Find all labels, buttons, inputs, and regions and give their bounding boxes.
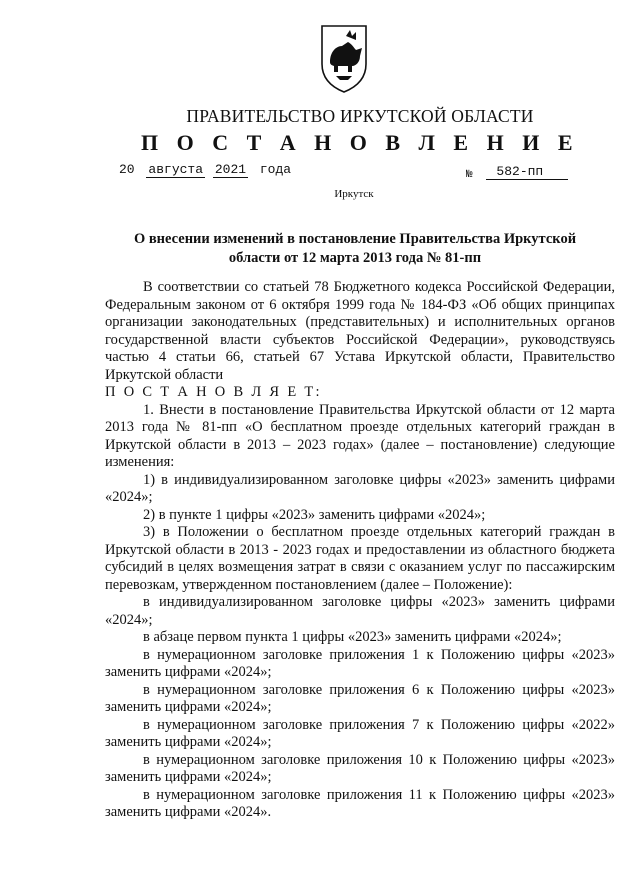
- document-body: [105, 279, 615, 822]
- resolve-word: П О С Т А Н О В Л Я Е Т:: [105, 384, 322, 400]
- number-value: 582-пп: [486, 164, 568, 180]
- date-month: августа: [148, 162, 204, 177]
- bullet-7-paragraph: в нумерационном заголовке приложения 11 к Положению цифры «2023» заменить цифрами «2024».: [105, 786, 615, 820]
- decree-date: [119, 162, 291, 177]
- decree-number: [466, 164, 568, 181]
- date-day: 20: [119, 162, 135, 177]
- bullet-2-paragraph: в абзаце первом пункта 1 цифры «2023» заменить цифрами «2024»;: [143, 629, 562, 645]
- heading-line-1: О внесении изменений в постановление Правительства Иркутской: [133, 231, 577, 247]
- city-name: Иркутск: [334, 188, 374, 200]
- date-word: года: [259, 162, 292, 177]
- bullet-4-paragraph: в нумерационном заголовке приложения 6 к Положению цифры «2023» заменить цифрами «2024»;: [105, 681, 615, 715]
- government-title: ПРАВИТЕЛЬСТВО ИРКУТСКОЙ ОБЛАСТИ: [186, 106, 534, 126]
- preamble-paragraph: В соответствии со статьей 78 Бюджетного кодекса Российской Федерации, Федеральным законом от 6 октября 1999 года № 184-ФЗ «Об общих принципах организации законодательных (представительных) и исполнительных органов государственной власти субъектов Российской Федерации», руководствуясь частью 4 статьи 66, статьей 67 Устава Иркутской области, Правительство Иркутской области: [105, 279, 615, 383]
- bullet-5-paragraph: в нумерационном заголовке приложения 7 к Положению цифры «2022» заменить цифрами «2024»;: [105, 716, 615, 750]
- number-sign: №: [466, 169, 473, 181]
- document-heading: [105, 230, 605, 268]
- coat-of-arms-icon: [318, 22, 370, 94]
- bullet-3-paragraph: в нумерационном заголовке приложения 1 к Положению цифры «2023» заменить цифрами «2024»;: [105, 646, 615, 680]
- bullet-6-paragraph: в нумерационном заголовке приложения 10 к Положению цифры «2023» заменить цифрами «2024»;: [105, 751, 615, 785]
- item-1-paragraph: 1. Внести в постановление Правительства Иркутской области от 12 марта 2013 года № 81-пп «О бесплатном проезде отдельных категорий граждан в Иркутской области в 2013 – 2023 годах» (далее – постановление) следующие изменения:: [105, 401, 615, 470]
- bullet-1-paragraph: в индивидуализированном заголовке цифры «2023» заменить цифрами «2024»;: [105, 594, 615, 628]
- subitem-2-paragraph: 2) в пункте 1 цифры «2023» заменить цифрами «2024»;: [143, 506, 486, 523]
- document-type: П О С Т А Н О В Л Е Н И Е: [140, 130, 580, 155]
- subitem-1-paragraph: 1) в индивидуализированном заголовке цифры «2023» заменить цифрами «2024»;: [105, 471, 615, 505]
- date-year: 2021: [214, 162, 247, 177]
- subitem-3-paragraph: 3) в Положении о бесплатном проезде отдельных категорий граждан в Иркутской области в 2013 - 2023 годах и предоставлении из областного бюджета субсидий в целях возмещения затрат в связи с оказанием услуг по пассажирским перевозкам, утвержденном постановлением (далее – Положение):: [105, 524, 615, 593]
- heading-line-2: области от 12 марта 2013 года № 81-пп: [228, 250, 482, 266]
